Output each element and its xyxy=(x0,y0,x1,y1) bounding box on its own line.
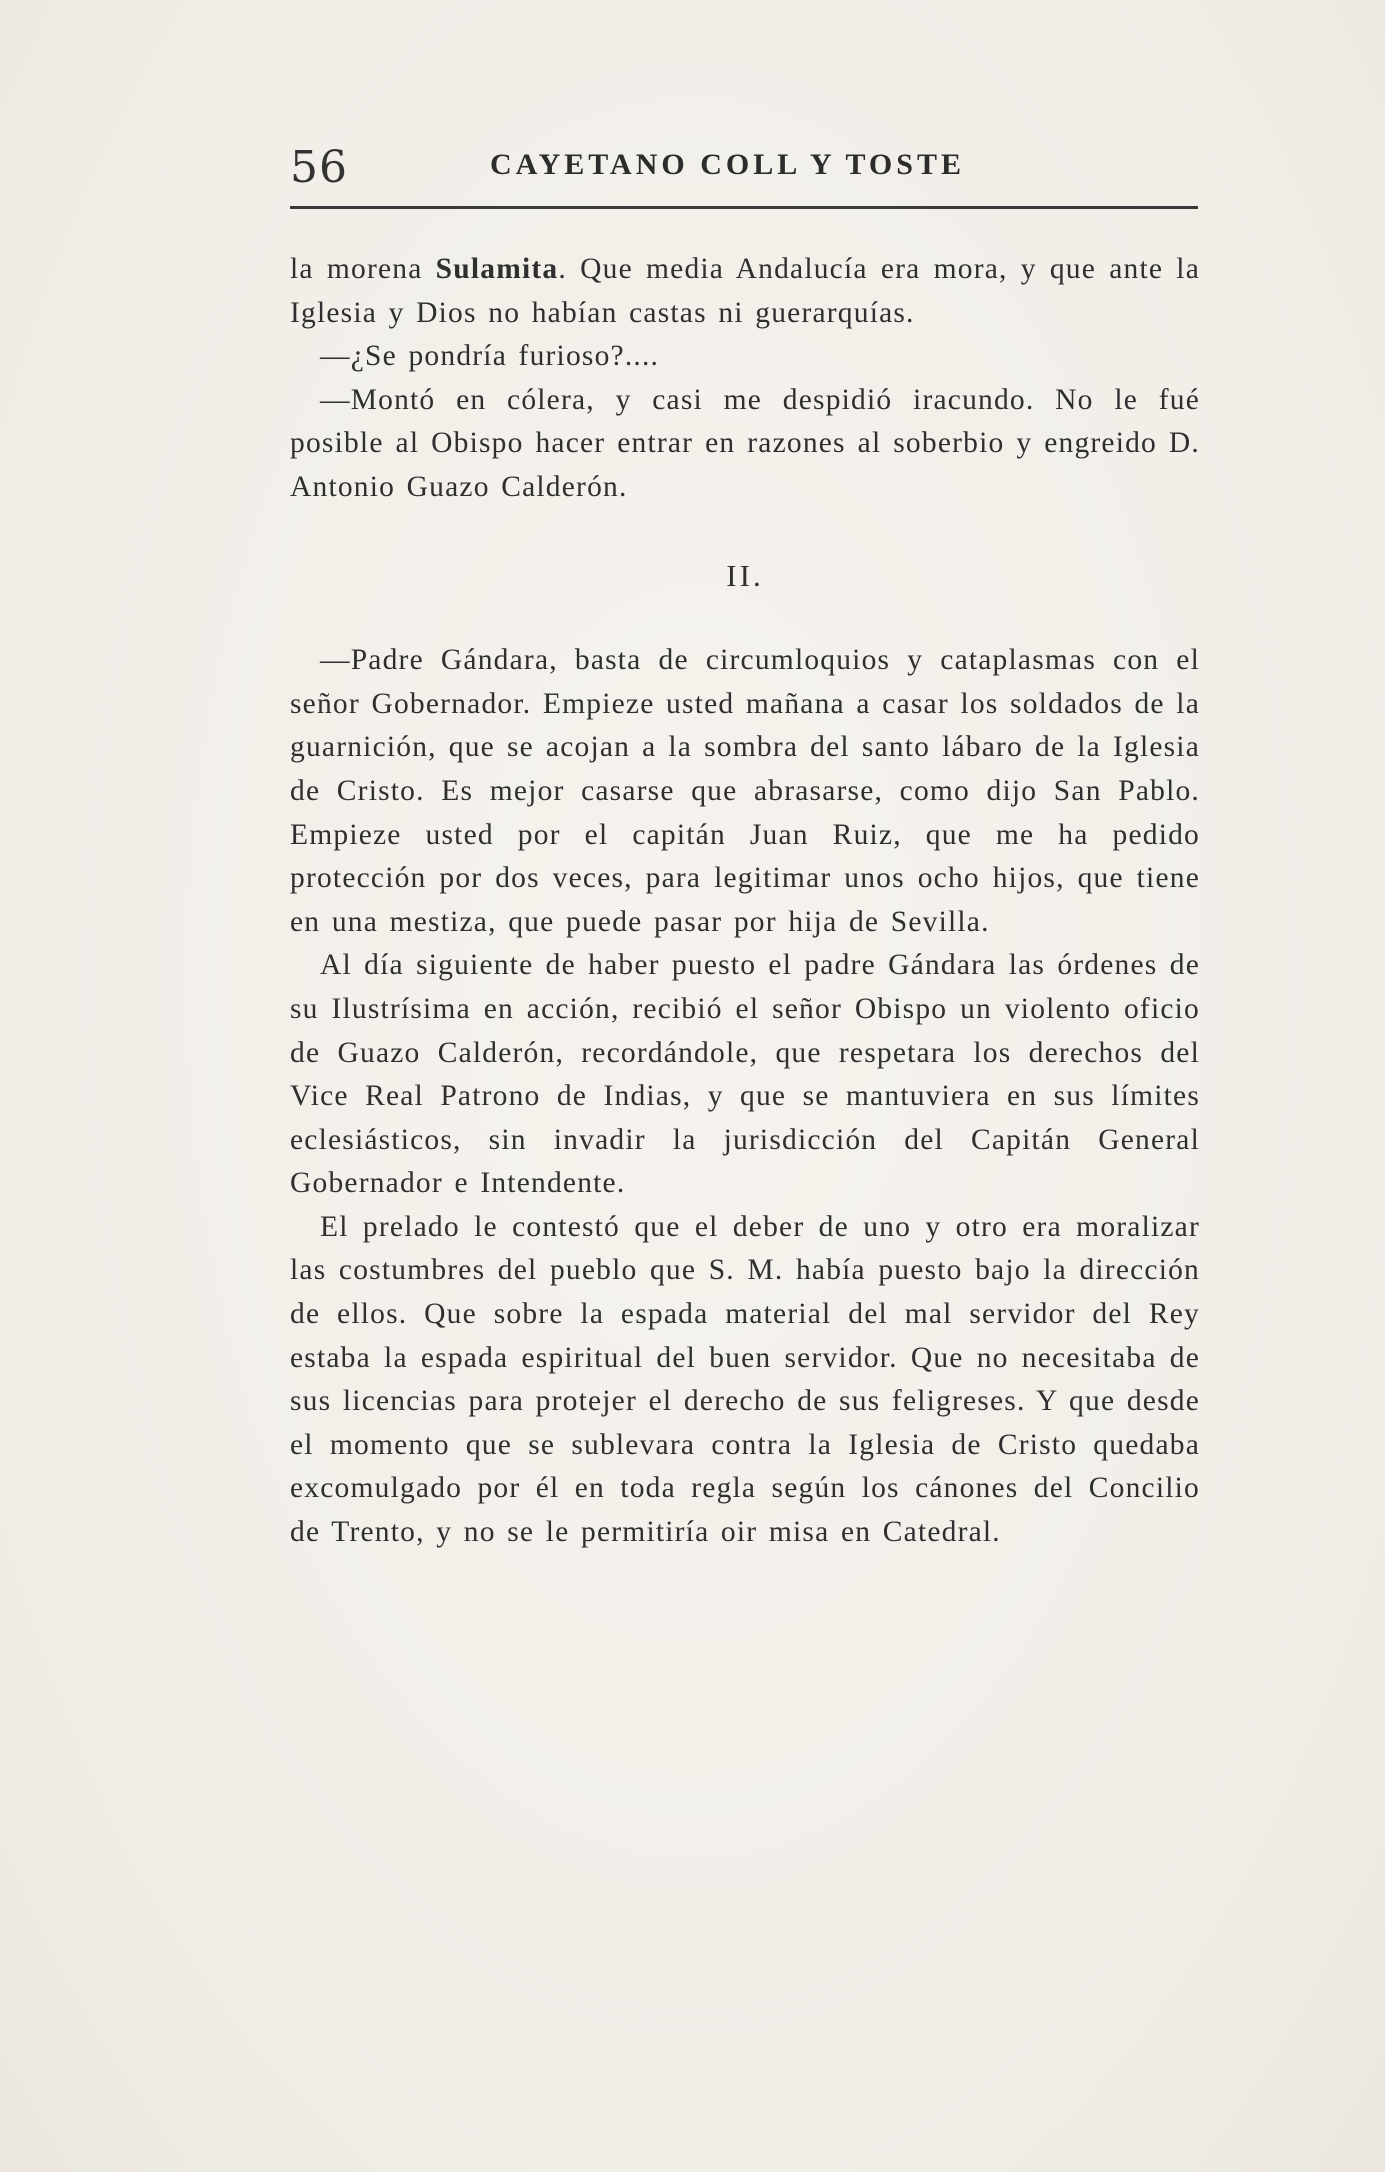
body-text xyxy=(290,248,1200,1555)
header-rule xyxy=(290,206,1198,209)
paragraph-1-rest: . Que media Andalucía era mora, y que ante la Iglesia y Dios no habían castas ni guerarquías. xyxy=(290,253,1200,329)
paragraph-3: —Montó en cólera, y casi me despidió iracundo. No le fué posible al Obispo hacer entrar en razones al soberbio y engreido D. Antonio Guazo Calderón. xyxy=(290,383,1200,503)
section-heading: II. xyxy=(726,557,764,593)
paragraph-5: Al día siguiente de haber puesto el padre Gándara las órdenes de su Ilustrísima en acción, recibió el señor Obispo un violento oficio de Guazo Calderón, recordándole, que respetara los derechos del Vice Real Patrono de Indias, y que se mantuviera en sus límites eclesiásticos, sin invadir la jurisdicción del Capitán General Gobernador e Intendente. xyxy=(290,949,1200,1200)
page-number: 56 xyxy=(290,142,348,193)
paragraph-2: —¿Se pondría furioso?.... xyxy=(320,340,660,373)
paragraph-1 xyxy=(290,248,1200,335)
running-head: CAYETANO COLL Y TOSTE xyxy=(490,148,965,181)
emphasis-sulamita: Sulamita xyxy=(435,253,559,285)
paragraph-6: El prelado le contestó que el deber de uno y otro era moralizar las costumbres del pueblo que S. M. había puesto bajo la dirección de ellos. Que sobre la espada material del mal servidor del Rey estaba la espada espiritual del buen servidor. Que no necesitaba de sus licencias para protejer el derecho de sus feligreses. Y que desde el momento que se sublevara contra la Iglesia de Cristo quedaba excomulgado por él en toda regla según los cánones del Concilio de Trento, y no se le permitiría oir misa en Catedral. xyxy=(290,1210,1200,1549)
page-header xyxy=(290,140,1198,210)
paragraph-4: —Padre Gándara, basta de circumloquios y cataplasmas con el señor Gobernador. Empieze usted mañana a casar los soldados de la guarnición, que se acojan a la sombra del santo lábaro de la Iglesia de Cristo. Es mejor casarse que abrasarse, como dijo San Pablo. Empieze usted por el capitán Juan Ruiz, que me ha pedido protección por dos veces, para legitimar unos ocho hijos, que tiene en una mestiza, que puede pasar por hija de Sevilla. xyxy=(290,644,1200,938)
paragraph-1-start: la morena xyxy=(290,253,436,285)
